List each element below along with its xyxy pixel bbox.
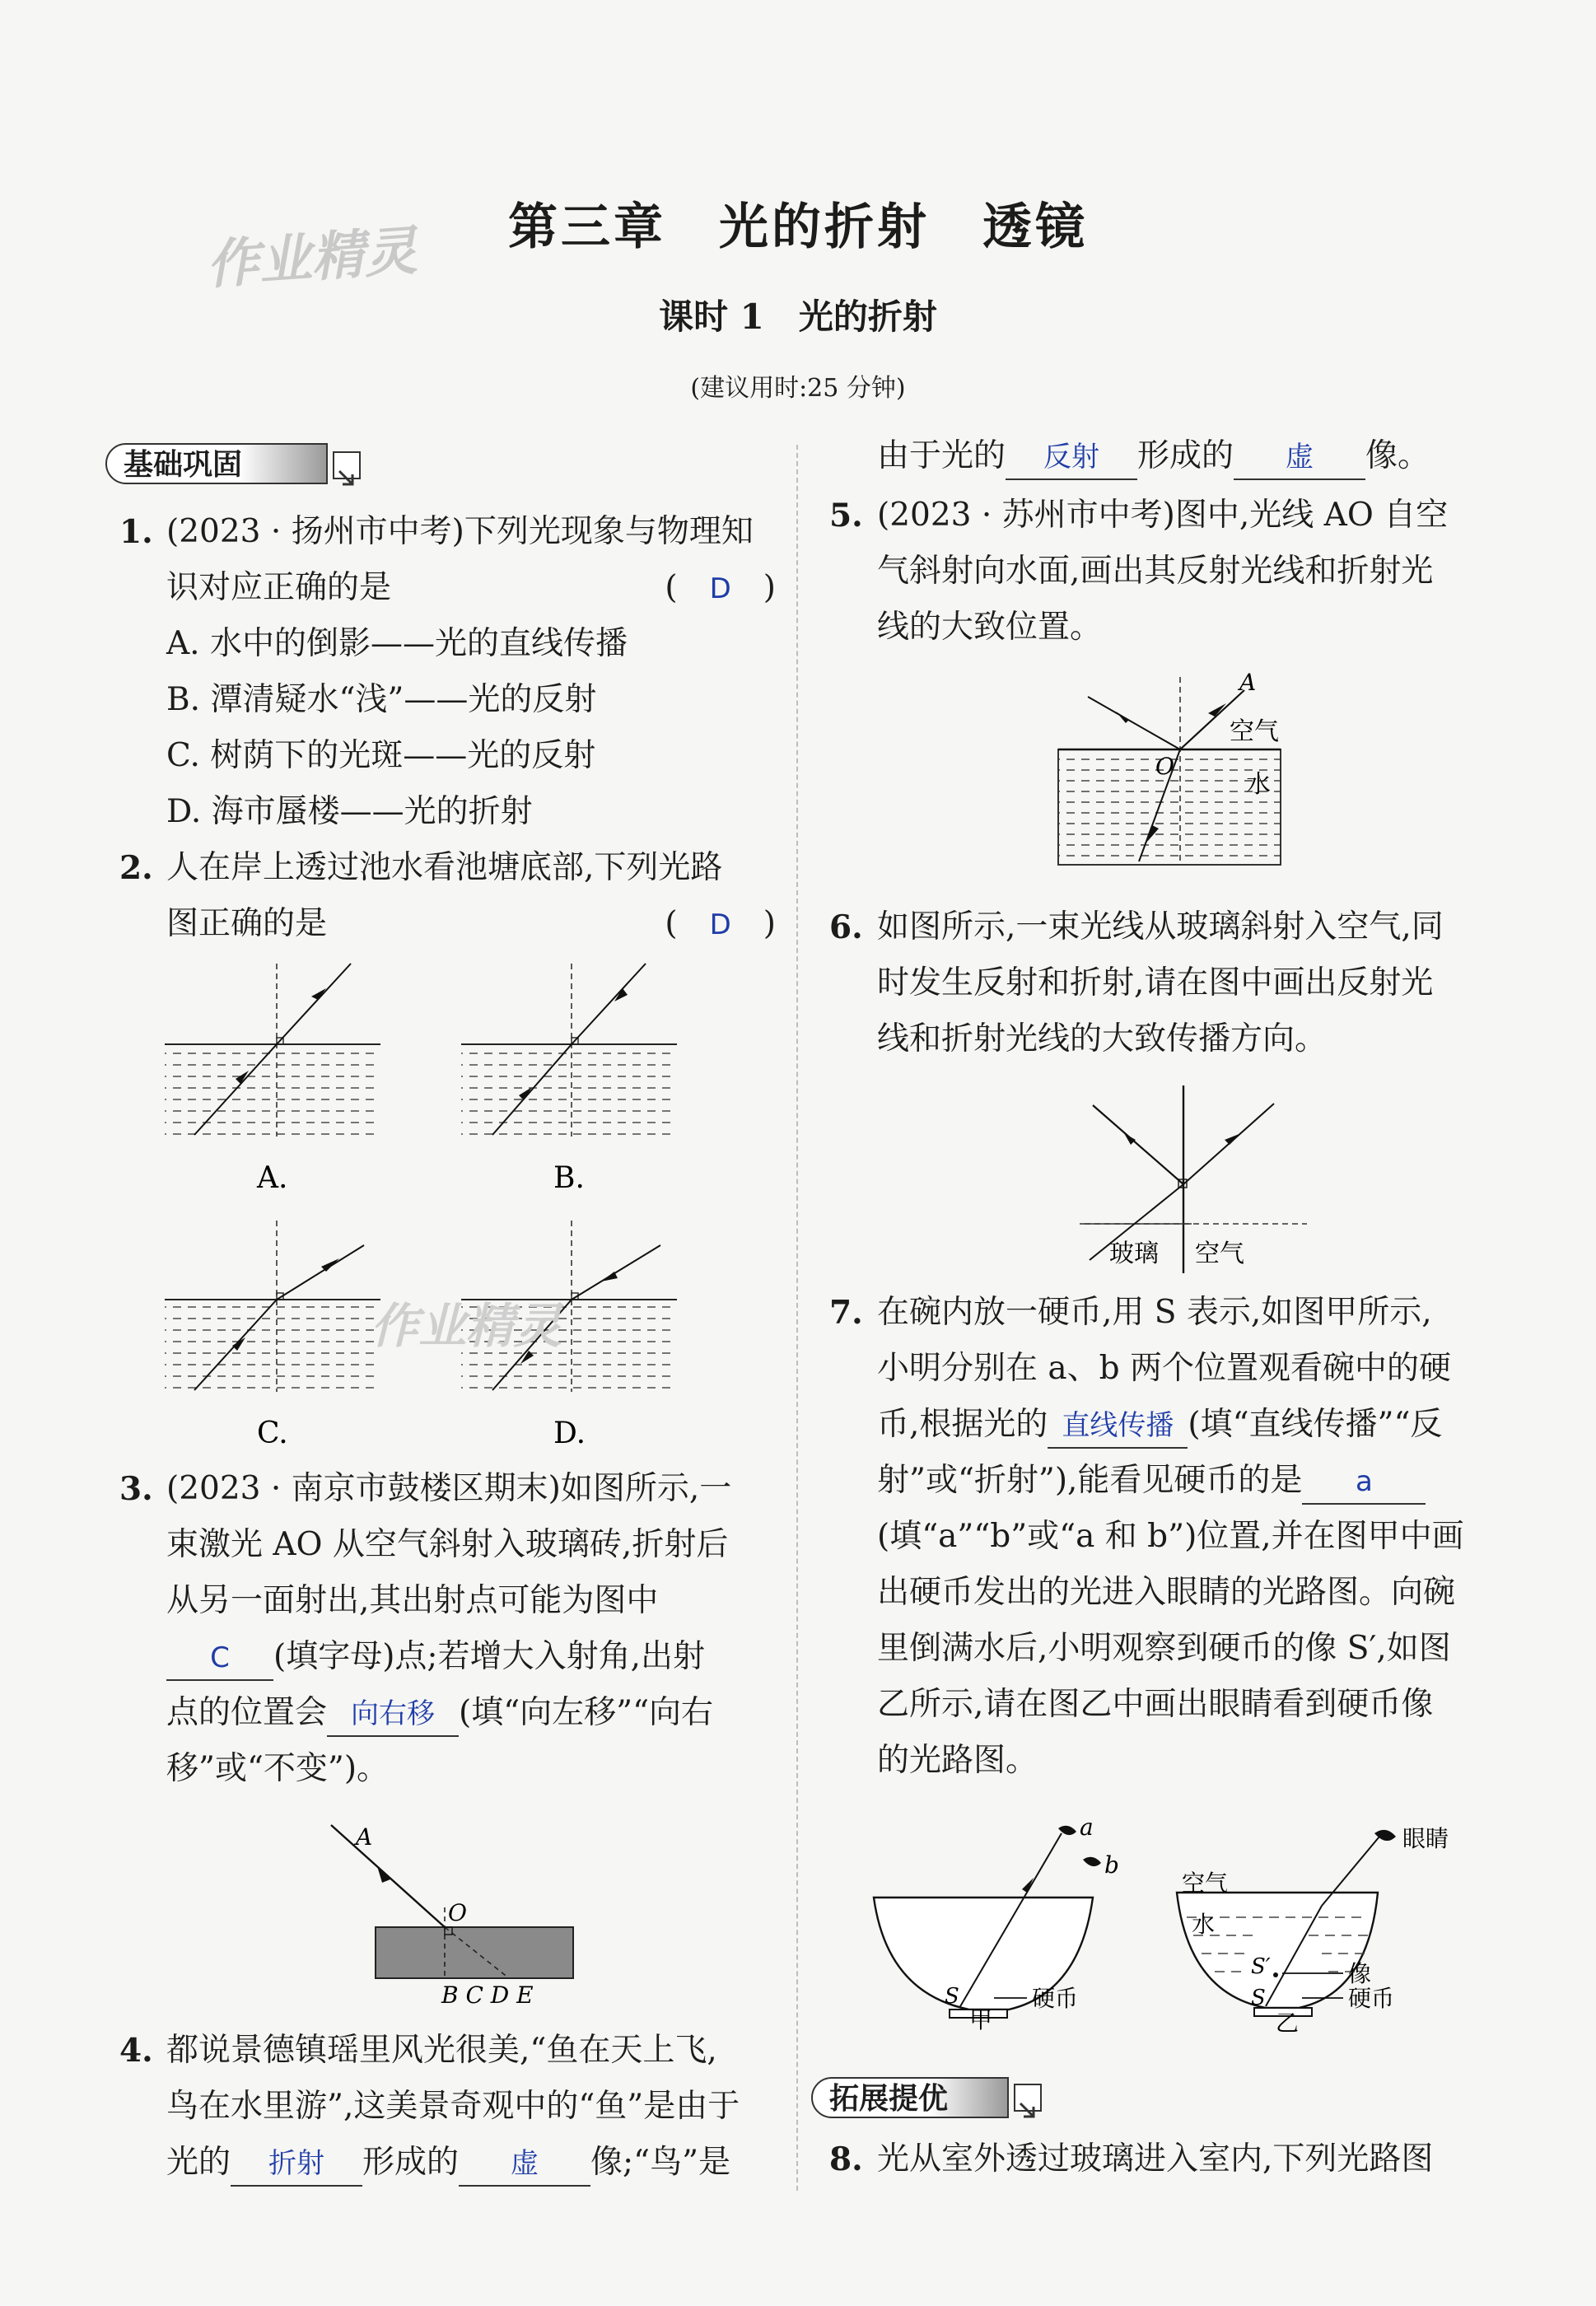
section-tag-basic: 基础巩固 [105,443,328,484]
q2-label-c: C. [257,1417,288,1450]
q5-line2: 气斜射向水面,画出其反射光线和折射光 [877,553,1434,590]
q3-line3: 从另一面射出,其出射点可能为图中 [166,1582,659,1619]
q6-line3: 线和折射光线的大致传播方向。 [877,1020,1328,1057]
q7-figure-jia [874,1814,1119,2033]
q3-figure [321,1812,585,2010]
q2-line2-text: 图正确的是 [166,905,328,942]
q7-line2: 小明分别在 a、b 两个位置观看碗中的硬 [877,1350,1452,1387]
chapter-title: 第三章 光的折射 透镜 [508,198,1088,256]
q2-label-a: A. [257,1161,288,1195]
left-column [0,0,796,2306]
q7-label-a: a [1080,1814,1094,1841]
q7-line7: 里倒满水后,小明观察到硬币的像 S′,如图 [877,1630,1451,1667]
q3-line5-after: (填“向左移”“向右 [459,1694,714,1731]
question-number: 1. [119,513,153,551]
q7-line1: 在碗内放一硬币,用 S 表示,如图甲所示, [877,1294,1432,1331]
q7-label-water: 水 [1192,1911,1216,1938]
question-number: 6. [829,908,863,946]
q1-option-b[interactable]: B. 潭清疑水“浅”——光的反射 [166,681,597,718]
q3-line6: 移”或“不变”)。 [166,1750,390,1787]
q3-line5 [166,1685,776,1741]
watermark-top: 作业精灵 [204,221,419,296]
q7-line3 [877,1397,1552,1453]
q7-line9: 的光路图。 [877,1742,1038,1779]
q5-label-water: 水 [1246,770,1271,799]
q3-answer-1: C [210,1641,230,1674]
time-hint: (建议用时:25 分钟) [690,374,906,403]
q3-label-points: B C D E [441,1982,534,2009]
watermark-middle: 作业精灵 [371,1298,562,1354]
q8-line1: 光从室外透过玻璃进入室内,下列光路图 [877,2140,1434,2178]
q7-figures [870,1812,1562,2034]
question-number: 4. [119,2032,153,2070]
q4-line4-b: 形成的 [1137,437,1234,474]
q1-line1: (2023 · 扬州市中考)下列光现象与物理知 [166,513,754,550]
q6-label-air: 空气 [1195,1239,1244,1268]
q3-line2: 束激光 AO 从空气斜射入玻璃砖,折射后 [166,1526,729,1563]
q4-blank-3[interactable] [1006,435,1137,480]
q2-line2 [166,896,776,952]
q3-line5-before: 点的位置会 [166,1694,328,1731]
q7-label-s: S [945,1984,959,2009]
q3-line1: (2023 · 南京市鼓楼区期末)如图所示,一 [166,1470,732,1507]
q3-line4-text: (填字母)点;若增大入射角,出射 [273,1638,705,1675]
q7-label-air: 空气 [1182,1870,1229,1897]
q1-line2 [166,560,776,616]
q7-line3-b: (填“直线传播”“反 [1188,1406,1443,1443]
q5-line1: (2023 · 苏州市中考)图中,光线 AO 自空 [877,497,1449,534]
q4-line2: 鸟在水里游”,这美景奇观中的“鱼”是由于 [166,2088,740,2125]
q5-label-air: 空气 [1230,717,1279,746]
q7-figure-yi [1177,1825,1449,2034]
question-number: 3. [119,1470,153,1508]
q5-label-a: A [1239,669,1257,696]
q5-figure [1050,669,1289,875]
question-number: 7. [829,1294,863,1332]
q2-answer-paren: ( D ) [665,905,776,942]
q2-label-d: D. [553,1417,586,1450]
q5-label-o: O [1155,753,1174,780]
q7-label-b: b [1104,1851,1119,1879]
q4-line3-a: 光的 [166,2144,231,2181]
q3-label-a: A [356,1823,373,1851]
q7-label-eye: 眼睛 [1402,1825,1449,1852]
q4-answer-4: 虚 [1286,441,1314,474]
q2-line1: 人在岸上透过池水看池塘底部,下列光路 [166,849,723,886]
q7-answer-1: 直线传播 [1062,1409,1174,1442]
q4-line4 [877,428,1430,484]
q6-line1: 如图所示,一束光线从玻璃斜射入空气,同 [877,908,1444,945]
q4-answer-2: 虚 [511,2147,539,2180]
q6-line2: 时发生反射和折射,请在图中画出反射光 [877,964,1434,1001]
q1-option-a[interactable]: A. 水中的倒影——光的直线传播 [166,625,628,662]
q1-answer: D [709,572,731,605]
tag-arrow-icon [1014,2084,1042,2112]
q6-label-glass: 玻璃 [1109,1239,1159,1268]
q4-answer-3: 反射 [1043,441,1100,474]
q1-line2-text: 识对应正确的是 [166,569,392,606]
arrow-down-right-icon [334,466,359,491]
q7-line4 [877,1453,1552,1509]
q7-line6: 出硬币发出的光进入眼睛的光路图。向碗 [877,1574,1456,1611]
q2-option-a-figure[interactable] [165,964,380,1137]
q4-line4-a: 由于光的 [877,437,1006,474]
q4-answer-1: 折射 [268,2147,325,2180]
tag-arrow-icon [333,451,361,479]
q2-label-b: B. [553,1161,585,1195]
q4-line1: 都说景德镇瑶里风光很美,“鱼在天上飞, [166,2032,717,2069]
arrow-down-right-icon [1015,2098,1040,2123]
q2-option-b-figure[interactable] [461,964,677,1137]
q7-label-coin: 硬币 [1348,1985,1395,2012]
q7-line3-a: 币,根据光的 [877,1406,1048,1443]
q4-line3-c: 像;“鸟”是 [590,2144,731,2181]
q3-label-o: O [448,1899,467,1926]
question-number: 8. [829,2140,863,2178]
q3-line4 [166,1629,776,1685]
q7-label-s-prime: S′ [1251,1954,1271,1979]
lesson-title: 课时 1 光的折射 [659,296,937,337]
q7-line8: 乙所示,请在图乙中画出眼睛看到硬币像 [877,1686,1434,1723]
q4-blank-4[interactable] [1234,435,1365,480]
q3-blank-2[interactable] [327,1692,459,1737]
q2-answer: D [709,908,731,941]
q7-answer-2: a [1356,1465,1373,1498]
question-number: 2. [119,849,153,887]
q6-figure [1076,1079,1323,1277]
q5-line3: 线的大致位置。 [877,609,1103,646]
q7-blank-1[interactable] [1048,1403,1188,1449]
section-tag-extend: 拓展提优 [811,2077,1009,2118]
q1-answer-paren: ( D ) [665,569,776,606]
q7-line5: (填“a”“b”或“a 和 b”)位置,并在图甲中画 [877,1518,1464,1555]
q7-label-s: S [1251,1986,1266,2010]
q2-figures [156,955,700,1466]
q4-line3-b: 形成的 [362,2144,460,2181]
q4-blank-2[interactable] [459,2141,590,2187]
q1-option-d[interactable]: D. 海市蜃楼——光的折射 [166,793,533,830]
q1-option-c[interactable]: C. 树荫下的光斑——光的反射 [166,737,596,774]
q2-option-c-figure[interactable] [165,1221,380,1392]
q4-line4-c: 像。 [1365,437,1430,474]
q7-label-image: 像 [1348,1960,1372,1987]
q7-label-jia: 甲 [969,2006,993,2033]
q7-label-coin: 硬币 [1032,1985,1079,2012]
right-column [796,0,1596,2306]
q7-line4-a: 射”或“折射”),能看见硬币的是 [877,1462,1303,1499]
question-number: 5. [829,497,863,534]
q4-blank-1[interactable] [231,2141,362,2187]
q7-blank-2[interactable] [1302,1459,1426,1505]
q3-blank-1[interactable] [166,1636,273,1681]
q3-answer-2: 向右移 [351,1697,436,1730]
q4-line3 [166,2135,776,2191]
q7-label-yi: 乙 [1276,2010,1300,2034]
